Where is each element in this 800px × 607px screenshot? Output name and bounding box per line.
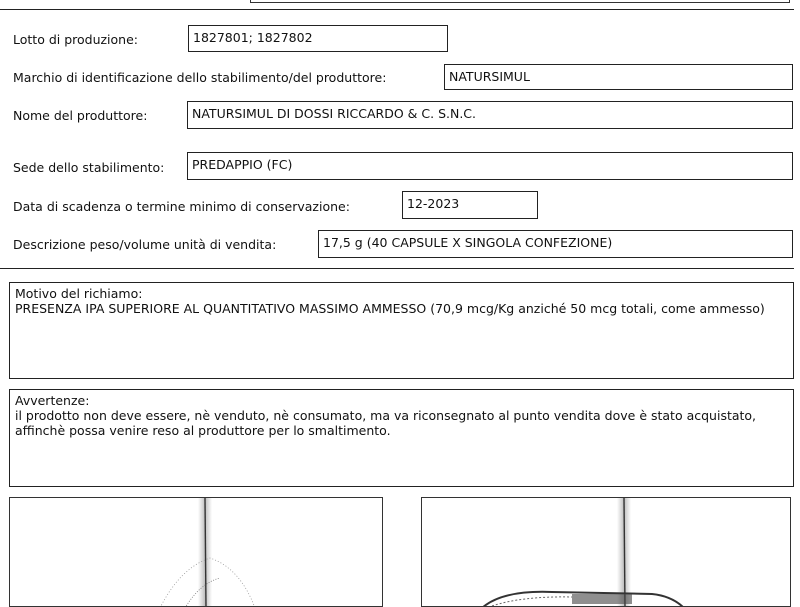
avvertenze-title: Avvertenze:: [15, 393, 90, 408]
scadenza-value: 12-2023: [402, 191, 538, 219]
marchio-value: NATURSIMUL: [444, 64, 793, 90]
lotto-label: Lotto di produzione:: [13, 32, 139, 47]
peso-label: Descrizione peso/volume unità di vendita:: [13, 237, 277, 252]
sede-value: PREDAPPIO (FC): [187, 152, 793, 180]
sede-label: Sede dello stabilimento:: [13, 160, 165, 175]
marchio-label: Marchio di identificazione dello stabilimento/del produttore:: [13, 70, 387, 85]
motivo-block: [9, 282, 794, 379]
avvertenze-block: [9, 389, 794, 487]
produttore-label: Nome del produttore:: [13, 108, 148, 123]
motivo-text: PRESENZA IPA SUPERIORE AL QUANTITATIVO MASSIMO AMMESSO (70,9 mcg/Kg anziché 50 mcg totali, come ammesso): [15, 301, 765, 316]
lotto-value: 1827801; 1827802: [188, 25, 448, 52]
motivo-title: Motivo del richiamo:: [15, 286, 143, 301]
avvertenze-text: il prodotto non deve essere, nè venduto, nè consumato, ma va riconsegnato al punto vendita dove è stato acquistato, affinchè possa venire reso al produttore per lo smaltimento.: [15, 408, 757, 438]
peso-value: 17,5 g (40 CAPSULE X SINGOLA CONFEZIONE): [318, 230, 793, 258]
product-photo-right: [421, 497, 791, 607]
fields-separator: [0, 268, 794, 269]
top-separator: [0, 9, 794, 10]
top-field-box: [250, 0, 790, 3]
produttore-value: NATURSIMUL DI DOSSI RICCARDO & C. S.N.C.: [187, 101, 793, 129]
product-photo-left: [9, 497, 383, 607]
scadenza-label: Data di scadenza o termine minimo di conservazione:: [13, 199, 350, 214]
